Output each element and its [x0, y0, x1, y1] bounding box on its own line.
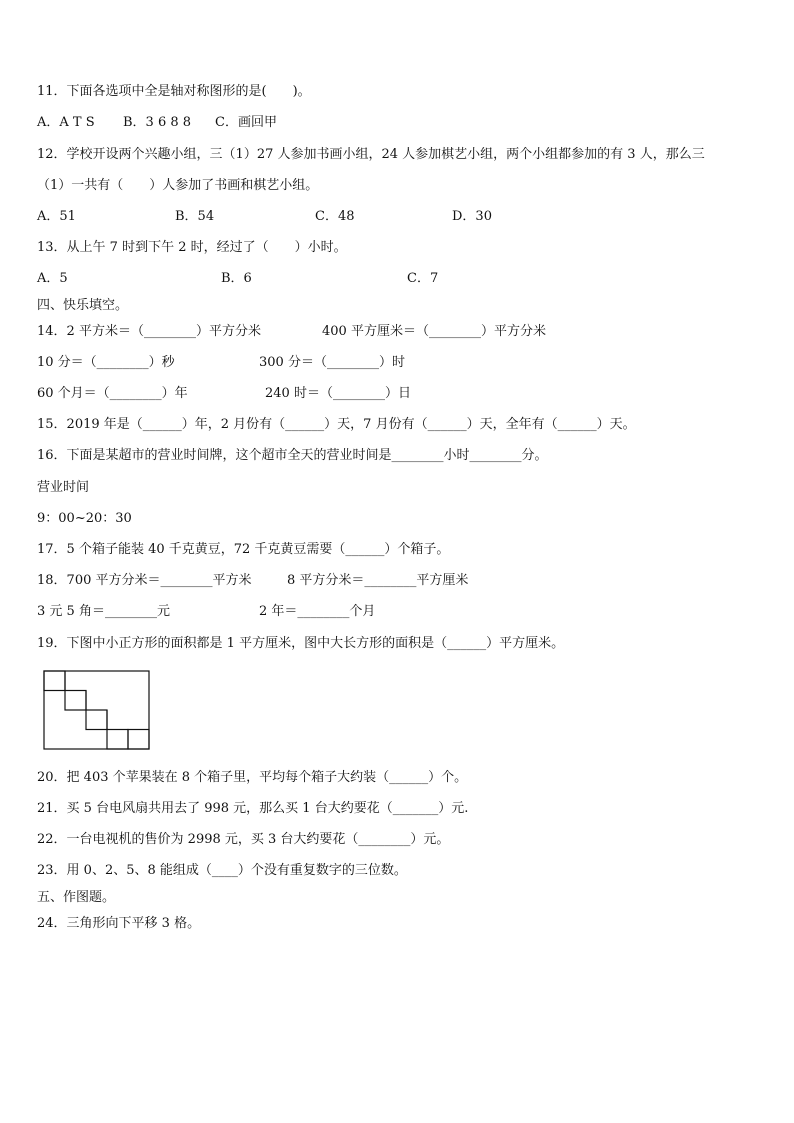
section-4-heading: 四、快乐填空。 — [37, 298, 129, 313]
option-a: A．A T S — [37, 115, 95, 130]
q18-part-4: 2 年＝________个月 — [259, 604, 376, 619]
question-15: 15．2019 年是（______）年，2 月份有（______）天，7 月份有（______）天，全年有（______）天。 — [37, 417, 636, 432]
q14-part-3: 10 分＝（________）秒 — [37, 355, 175, 370]
question-19: 19．下图中小正方形的面积都是 1 平方厘米，图中大长方形的面积是（______）平方厘米。 — [37, 636, 565, 651]
small-square — [44, 671, 65, 691]
option-c: C．画回甲 — [215, 115, 277, 130]
question-20: 20．把 403 个苹果装在 8 个箱子里，平均每个箱子大约装（______）个。 — [37, 770, 468, 785]
q18-part-1: 18．700 平方分米＝________平方米 — [37, 573, 252, 588]
option-c: C．7 — [407, 271, 439, 286]
option-b: B．6 — [221, 271, 252, 286]
option-a: A．51 — [37, 209, 76, 224]
question-12: 12．学校开设两个兴趣小组，三（1）27 人参加书画小组，24 人参加棋艺小组，两个小组都参加的有 3 人，那么三 — [37, 147, 705, 162]
option-b: B．3 6 8 8 — [123, 115, 192, 130]
option-a: A．5 — [37, 271, 68, 286]
q18-part-3: 3 元 5 角＝________元 — [37, 604, 170, 619]
small-square — [65, 691, 86, 711]
small-square — [86, 710, 107, 730]
small-square — [128, 730, 149, 750]
option-c: C．48 — [315, 209, 355, 224]
q18-part-2: 8 平方分米＝________平方厘米 — [287, 573, 469, 588]
q14-part-6: 240 时＝（________）日 — [265, 386, 411, 401]
question-22: 22．一台电视机的售价为 2998 元，买 3 台大约要花（________）元。 — [37, 832, 450, 847]
section-5-heading: 五、作图题。 — [37, 890, 116, 905]
question-11: 11．下面各选项中全是轴对称图形的是( )。 — [37, 84, 311, 99]
question-12-cont: （1）一共有（ ）人参加了书画和棋艺小组。 — [37, 178, 319, 193]
rectangle-squares-figure — [43, 670, 151, 752]
question-23: 23．用 0、2、5、8 能组成（____）个没有重复数字的三位数。 — [37, 863, 407, 878]
q14-part-5: 60 个月＝（________）年 — [37, 386, 188, 401]
option-d: D．30 — [452, 209, 492, 224]
question-21: 21．买 5 台电风扇共用去了 998 元，那么买 1 台大约要花（_______）元. — [37, 801, 469, 816]
business-hours-label: 营业时间 — [37, 480, 90, 495]
option-b: B．54 — [175, 209, 215, 224]
question-13: 13．从上午 7 时到下午 2 时，经过了（ ）小时。 — [37, 240, 347, 255]
small-square — [107, 730, 128, 750]
question-24: 24．三角形向下平移 3 格。 — [37, 916, 201, 931]
q14-part-4: 300 分＝（________）时 — [259, 355, 405, 370]
question-16: 16．下面是某超市的营业时间牌，这个超市全天的营业时间是________小时________分。 — [37, 448, 548, 463]
question-17: 17．5 个箱子能装 40 千克黄豆，72 千克黄豆需要（______）个箱子。 — [37, 542, 450, 557]
q14-part-1: 14．2 平方米＝（________）平方分米 — [37, 324, 261, 339]
q14-part-2: 400 平方厘米＝（________）平方分米 — [322, 324, 546, 339]
business-hours-value: 9：00~20：30 — [37, 511, 132, 526]
